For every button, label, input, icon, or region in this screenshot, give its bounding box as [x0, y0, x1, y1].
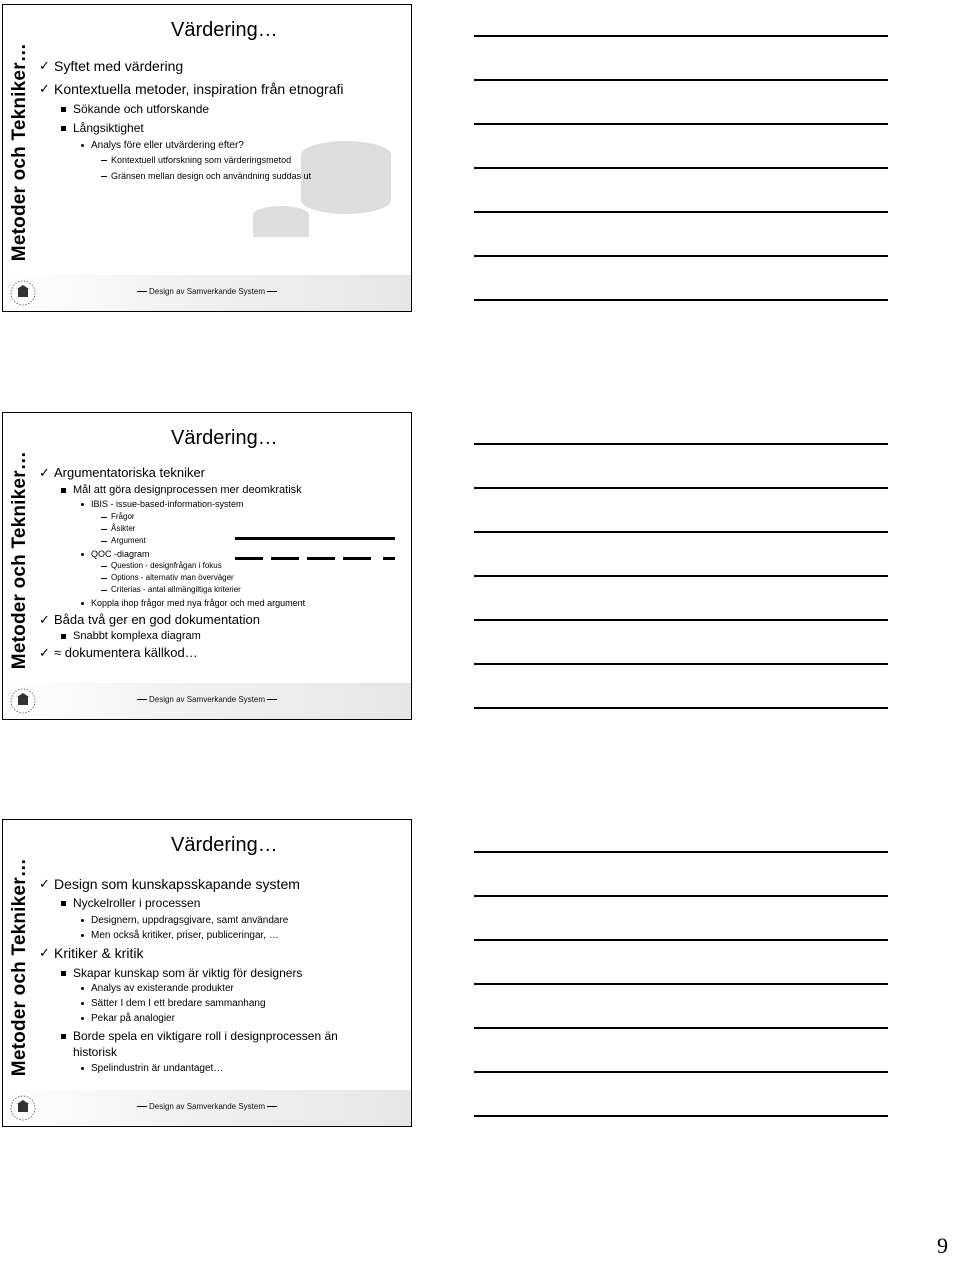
bullet-item: Pekar på analogier — [39, 1012, 403, 1025]
note-line — [474, 895, 888, 897]
bullet-item: Analys före eller utvärdering efter? — [39, 139, 403, 152]
side-banner — [3, 820, 36, 1090]
bullet-item: Question - designfrågan i fokus — [39, 560, 403, 572]
note-line — [474, 1071, 888, 1073]
note-line — [474, 443, 888, 445]
bullet-item: IBIS - issue-based-information-system — [39, 498, 403, 511]
footer-label: Design av Samverkande System — [148, 1102, 266, 1111]
bullet-item: Designern, uppdragsgivare, samt användare — [39, 914, 403, 927]
note-line — [474, 79, 888, 81]
bullet-item: Borde spela en viktigare roll i designprocessen än historisk — [39, 1028, 403, 1060]
side-banner — [3, 413, 36, 683]
bullet-item: Kontextuell utforskning som värderingsmetod — [39, 154, 403, 166]
slide-title: Värdering… — [171, 427, 278, 449]
bullet-item: Sökande och utforskande — [39, 101, 403, 117]
footer-caption — [3, 287, 411, 296]
bullet-item: ✓ Argumentatoriska tekniker — [39, 465, 403, 481]
bullet-item: QOC -diagram — [39, 548, 403, 561]
note-line — [474, 123, 888, 125]
note-line — [474, 619, 888, 621]
bullet-item: Frågor — [39, 511, 403, 523]
bullet-item: Options - alternativ man överväger — [39, 572, 403, 584]
note-line — [474, 299, 888, 301]
side-banner — [3, 5, 36, 275]
note-line — [474, 851, 888, 853]
bullet-item: ✓ Kritiker & kritik — [39, 944, 403, 962]
bullet-item: Snabbt komplexa diagram — [39, 629, 403, 643]
bullet-item: Sätter I dem I ett bredare sammanhang — [39, 997, 403, 1010]
slide-content — [39, 57, 403, 182]
note-line — [474, 1115, 888, 1117]
note-line — [474, 487, 888, 489]
footer-label: Design av Samverkande System — [148, 287, 266, 296]
note-line — [474, 1027, 888, 1029]
bullet-item: ✓ ≈ dokumentera källkod… — [39, 645, 403, 661]
side-label: Metoder och Tekniker… — [9, 450, 30, 669]
bullet-item: ✓ Båda två ger en god dokumentation — [39, 612, 403, 628]
slide-content — [39, 465, 403, 661]
note-line — [474, 167, 888, 169]
bullet-item: Criterias - antal allmängiltiga kriterier — [39, 584, 403, 596]
bullet-item: Gränsen mellan design och användning suddas ut — [39, 170, 403, 182]
bullet-item: Koppla ihop frågor med nya frågor och med argument — [39, 597, 403, 610]
note-line — [474, 939, 888, 941]
side-label: Metoder och Tekniker… — [9, 42, 30, 261]
bullet-item: ✓ Syftet med värdering — [39, 57, 403, 75]
bullet-item: Mål att göra designprocessen mer deomkratisk — [39, 483, 403, 497]
slide-2 — [2, 412, 412, 720]
bullet-item: Men också kritiker, priser, publiceringar, … — [39, 929, 403, 942]
note-line — [474, 707, 888, 709]
note-line — [474, 255, 888, 257]
slide-3 — [2, 819, 412, 1127]
bullet-item: ✓ Kontextuella metoder, inspiration från etnografi — [39, 80, 403, 98]
page-number: 9 — [937, 1233, 948, 1258]
bullet-item: ✓ Design som kunskapsskapande system — [39, 875, 403, 893]
note-line — [474, 531, 888, 533]
slide-footer — [3, 683, 411, 719]
bullet-item: Långsiktighet — [39, 120, 403, 136]
bullet-item: Argument — [39, 535, 403, 547]
note-line — [474, 983, 888, 985]
slide-footer — [3, 1090, 411, 1126]
slide-title: Värdering… — [171, 19, 278, 41]
note-line — [474, 211, 888, 213]
footer-label: Design av Samverkande System — [148, 695, 266, 704]
slide-1 — [2, 4, 412, 312]
note-line — [474, 575, 888, 577]
footer-caption — [3, 1102, 411, 1111]
bullet-item: Åsikter — [39, 523, 403, 535]
bullet-item: Skapar kunskap som är viktig för designers — [39, 965, 403, 981]
bullet-item: Analys av existerande produkter — [39, 982, 403, 995]
side-label: Metoder och Tekniker… — [9, 857, 30, 1076]
note-line — [474, 663, 888, 665]
slide-title: Värdering… — [171, 834, 278, 856]
bullet-item: Spelindustrin är undantaget… — [39, 1062, 403, 1075]
slide-content — [39, 875, 403, 1075]
bullet-item: Nyckelroller i processen — [39, 895, 403, 911]
note-line — [474, 35, 888, 37]
slide-footer — [3, 275, 411, 311]
footer-caption — [3, 695, 411, 704]
